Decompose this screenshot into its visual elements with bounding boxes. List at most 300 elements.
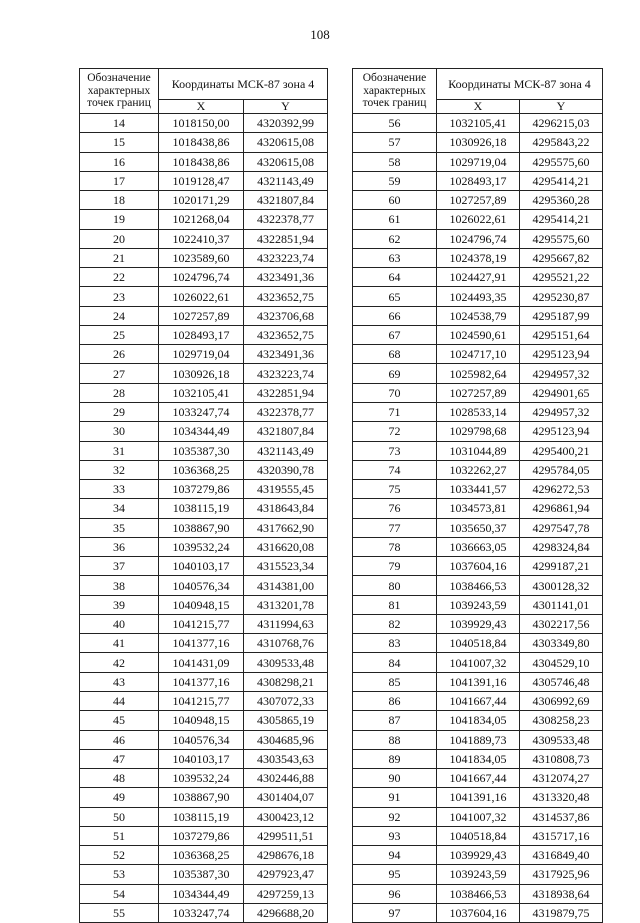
point-number-cell: 76: [353, 499, 437, 518]
coord-x-cell: 1032105,41: [437, 114, 520, 133]
coord-x-cell: 1029719,04: [159, 345, 244, 364]
point-number-cell: 82: [353, 614, 437, 633]
table-row: [353, 499, 603, 518]
header-coord-system: Координаты МСК-87 зона 4: [437, 69, 603, 100]
point-number-cell: 78: [353, 537, 437, 556]
coord-y-cell: 4295123,94: [520, 345, 603, 364]
table-row: [353, 287, 603, 306]
coord-x-cell: 1037279,86: [159, 480, 244, 499]
coord-x-cell: 1018150,00: [159, 114, 244, 133]
point-number-cell: 92: [353, 807, 437, 826]
header-designation: [80, 69, 159, 114]
coord-x-cell: 1027257,89: [437, 191, 520, 210]
point-number-cell: 77: [353, 518, 437, 537]
point-number-cell: 75: [353, 480, 437, 499]
table-row: [80, 595, 328, 614]
coord-y-cell: 4295575,60: [520, 229, 603, 248]
coord-x-cell: 1040518,84: [437, 634, 520, 653]
coord-x-cell: 1024427,91: [437, 268, 520, 287]
coordinates-table-left: [79, 68, 328, 923]
point-number-cell: 30: [80, 422, 159, 441]
coord-y-cell: 4315523,34: [244, 557, 328, 576]
point-number-cell: 32: [80, 460, 159, 479]
coord-y-cell: 4303543,63: [244, 749, 328, 768]
point-number-cell: 17: [80, 171, 159, 190]
coord-y-cell: 4295414,21: [520, 171, 603, 190]
coord-x-cell: 1024590,61: [437, 325, 520, 344]
coord-y-cell: 4300128,32: [520, 576, 603, 595]
table-row: [353, 884, 603, 903]
point-number-cell: 57: [353, 133, 437, 152]
table-row: [353, 537, 603, 556]
coord-y-cell: 4308298,21: [244, 672, 328, 691]
coord-x-cell: 1028493,17: [159, 325, 244, 344]
table-row: [353, 422, 603, 441]
point-number-cell: 28: [80, 383, 159, 402]
table-row: [80, 480, 328, 499]
point-number-cell: 91: [353, 788, 437, 807]
coord-x-cell: 1024493,35: [437, 287, 520, 306]
table-row: [80, 325, 328, 344]
table-row: [80, 788, 328, 807]
header-designation-line: точек границ: [87, 97, 151, 110]
coord-x-cell: 1018438,86: [159, 133, 244, 152]
table-row: [353, 865, 603, 884]
point-number-cell: 34: [80, 499, 159, 518]
table-row: [353, 788, 603, 807]
header-designation-line: характерных: [363, 84, 426, 97]
table-row: [80, 229, 328, 248]
table-row: [80, 268, 328, 287]
point-number-cell: 20: [80, 229, 159, 248]
coord-y-cell: 4299187,21: [520, 557, 603, 576]
point-number-cell: 44: [80, 691, 159, 710]
coord-y-cell: 4301404,07: [244, 788, 328, 807]
point-number-cell: 55: [80, 903, 159, 922]
coord-y-cell: 4320615,08: [244, 152, 328, 171]
coord-y-cell: 4295843,22: [520, 133, 603, 152]
header-designation-line: Обозначение: [87, 72, 151, 85]
point-number-cell: 43: [80, 672, 159, 691]
table-row: [80, 383, 328, 402]
point-number-cell: 81: [353, 595, 437, 614]
point-number-cell: 58: [353, 152, 437, 171]
coord-x-cell: 1038466,53: [437, 884, 520, 903]
table-row: [80, 865, 328, 884]
coord-x-cell: 1028533,14: [437, 402, 520, 421]
coord-x-cell: 1030926,18: [437, 133, 520, 152]
coord-x-cell: 1026022,61: [437, 210, 520, 229]
point-number-cell: 51: [80, 826, 159, 845]
coord-x-cell: 1024717,10: [437, 345, 520, 364]
coord-y-cell: 4309533,48: [520, 730, 603, 749]
coord-y-cell: 4295667,82: [520, 248, 603, 267]
point-number-cell: 50: [80, 807, 159, 826]
coord-x-cell: 1039532,24: [159, 537, 244, 556]
table-row: [80, 171, 328, 190]
table-row: [353, 769, 603, 788]
coord-y-cell: 4316849,40: [520, 846, 603, 865]
table-row: [353, 383, 603, 402]
coord-x-cell: 1018438,86: [159, 152, 244, 171]
table-body: [353, 114, 603, 923]
coord-x-cell: 1037279,86: [159, 826, 244, 845]
table-row: [80, 749, 328, 768]
point-number-cell: 16: [80, 152, 159, 171]
point-number-cell: 23: [80, 287, 159, 306]
point-number-cell: 33: [80, 480, 159, 499]
table-row: [353, 402, 603, 421]
table-body: [80, 114, 328, 923]
point-number-cell: 48: [80, 769, 159, 788]
coord-y-cell: 4321807,84: [244, 422, 328, 441]
point-number-cell: 46: [80, 730, 159, 749]
coord-y-cell: 4305746,48: [520, 672, 603, 691]
coord-y-cell: 4297547,78: [520, 518, 603, 537]
coord-y-cell: 4308258,23: [520, 711, 603, 730]
coord-x-cell: 1031044,89: [437, 441, 520, 460]
table-row: [353, 576, 603, 595]
point-number-cell: 80: [353, 576, 437, 595]
table-row: [353, 903, 603, 922]
coord-x-cell: 1039929,43: [437, 614, 520, 633]
point-number-cell: 64: [353, 268, 437, 287]
header-x: X: [437, 100, 520, 114]
table-row: [353, 807, 603, 826]
point-number-cell: 37: [80, 557, 159, 576]
point-number-cell: 31: [80, 441, 159, 460]
coord-y-cell: 4322851,94: [244, 229, 328, 248]
table-row: [80, 460, 328, 479]
coord-y-cell: 4321143,49: [244, 441, 328, 460]
coord-y-cell: 4306992,69: [520, 691, 603, 710]
coord-y-cell: 4305865,19: [244, 711, 328, 730]
point-number-cell: 47: [80, 749, 159, 768]
table-row: [353, 749, 603, 768]
coord-x-cell: 1041391,16: [437, 672, 520, 691]
coord-x-cell: 1040576,34: [159, 730, 244, 749]
point-number-cell: 71: [353, 402, 437, 421]
point-number-cell: 40: [80, 614, 159, 633]
point-number-cell: 29: [80, 402, 159, 421]
coord-x-cell: 1041889,73: [437, 730, 520, 749]
coord-x-cell: 1037604,16: [437, 557, 520, 576]
coord-y-cell: 4296272,53: [520, 480, 603, 499]
coord-x-cell: 1036663,05: [437, 537, 520, 556]
coord-y-cell: 4323706,68: [244, 306, 328, 325]
table-row: [353, 171, 603, 190]
coord-y-cell: 4295521,22: [520, 268, 603, 287]
coord-x-cell: 1024378,19: [437, 248, 520, 267]
table-row: [80, 191, 328, 210]
coord-x-cell: 1033441,57: [437, 480, 520, 499]
table-row: [80, 576, 328, 595]
table-row: [353, 730, 603, 749]
point-number-cell: 90: [353, 769, 437, 788]
table-row: [353, 191, 603, 210]
coord-y-cell: 4295230,87: [520, 287, 603, 306]
point-number-cell: 97: [353, 903, 437, 922]
table-row: [80, 884, 328, 903]
coord-y-cell: 4300423,12: [244, 807, 328, 826]
coord-y-cell: 4322378,77: [244, 402, 328, 421]
coord-y-cell: 4318938,64: [520, 884, 603, 903]
table-row: [353, 711, 603, 730]
point-number-cell: 83: [353, 634, 437, 653]
coord-y-cell: 4321807,84: [244, 191, 328, 210]
header-x: X: [159, 100, 244, 114]
table-row: [80, 152, 328, 171]
table-row: [353, 634, 603, 653]
coord-x-cell: 1039532,24: [159, 769, 244, 788]
coord-x-cell: 1038115,19: [159, 807, 244, 826]
table-row: [353, 691, 603, 710]
coord-y-cell: 4313320,48: [520, 788, 603, 807]
coord-x-cell: 1039243,59: [437, 865, 520, 884]
table-row: [80, 653, 328, 672]
coord-y-cell: 4322851,94: [244, 383, 328, 402]
coord-x-cell: 1029798,68: [437, 422, 520, 441]
coord-x-cell: 1029719,04: [437, 152, 520, 171]
coord-x-cell: 1030926,18: [159, 364, 244, 383]
table-row: [353, 614, 603, 633]
point-number-cell: 85: [353, 672, 437, 691]
table-row: [80, 711, 328, 730]
point-number-cell: 89: [353, 749, 437, 768]
coord-x-cell: 1035387,30: [159, 865, 244, 884]
point-number-cell: 66: [353, 306, 437, 325]
coord-y-cell: 4323491,36: [244, 268, 328, 287]
coord-y-cell: 4320390,78: [244, 460, 328, 479]
coord-x-cell: 1040103,17: [159, 749, 244, 768]
coord-y-cell: 4310808,73: [520, 749, 603, 768]
coord-y-cell: 4315717,16: [520, 826, 603, 845]
table-row: [80, 248, 328, 267]
coord-y-cell: 4297923,47: [244, 865, 328, 884]
point-number-cell: 18: [80, 191, 159, 210]
table-row: [80, 402, 328, 421]
table-row: [353, 268, 603, 287]
coord-y-cell: 4323223,74: [244, 364, 328, 383]
table-row: [353, 672, 603, 691]
coord-x-cell: 1028493,17: [437, 171, 520, 190]
coord-x-cell: 1038115,19: [159, 499, 244, 518]
table-row: [80, 287, 328, 306]
table-row: [80, 846, 328, 865]
point-number-cell: 69: [353, 364, 437, 383]
point-number-cell: 93: [353, 826, 437, 845]
coord-x-cell: 1034573,81: [437, 499, 520, 518]
coord-x-cell: 1027257,89: [437, 383, 520, 402]
coord-x-cell: 1037604,16: [437, 903, 520, 922]
coord-y-cell: 4304529,10: [520, 653, 603, 672]
coord-y-cell: 4304685,96: [244, 730, 328, 749]
table-row: [353, 518, 603, 537]
table-row: [80, 133, 328, 152]
point-number-cell: 95: [353, 865, 437, 884]
table-row: [353, 557, 603, 576]
point-number-cell: 42: [80, 653, 159, 672]
table-row: [353, 441, 603, 460]
coord-x-cell: 1027257,89: [159, 306, 244, 325]
point-number-cell: 25: [80, 325, 159, 344]
coord-x-cell: 1032105,41: [159, 383, 244, 402]
table-row: [353, 114, 603, 133]
table-row: [353, 152, 603, 171]
coord-y-cell: 4313201,78: [244, 595, 328, 614]
coord-x-cell: 1041391,16: [437, 788, 520, 807]
coord-y-cell: 4314381,00: [244, 576, 328, 595]
header-designation-line: Обозначение: [362, 72, 427, 85]
coord-y-cell: 4319555,45: [244, 480, 328, 499]
table-row: [353, 653, 603, 672]
point-number-cell: 72: [353, 422, 437, 441]
table-row: [80, 441, 328, 460]
table-row: [80, 557, 328, 576]
coord-x-cell: 1041667,44: [437, 769, 520, 788]
coord-x-cell: 1041007,32: [437, 653, 520, 672]
point-number-cell: 38: [80, 576, 159, 595]
point-number-cell: 65: [353, 287, 437, 306]
coord-y-cell: 4321143,49: [244, 171, 328, 190]
coord-y-cell: 4320392,99: [244, 114, 328, 133]
coord-x-cell: 1040948,15: [159, 595, 244, 614]
coord-x-cell: 1034344,49: [159, 422, 244, 441]
coord-y-cell: 4294957,32: [520, 364, 603, 383]
coord-y-cell: 4317662,90: [244, 518, 328, 537]
point-number-cell: 84: [353, 653, 437, 672]
point-number-cell: 74: [353, 460, 437, 479]
coord-y-cell: 4295187,99: [520, 306, 603, 325]
coord-y-cell: 4320615,08: [244, 133, 328, 152]
table-row: [353, 306, 603, 325]
coord-y-cell: 4297259,13: [244, 884, 328, 903]
page-number: 108: [310, 27, 330, 42]
table-row: [353, 325, 603, 344]
table-row: [80, 518, 328, 537]
coord-x-cell: 1019128,47: [159, 171, 244, 190]
point-number-cell: 35: [80, 518, 159, 537]
coord-x-cell: 1035387,30: [159, 441, 244, 460]
coord-y-cell: 4299511,51: [244, 826, 328, 845]
point-number-cell: 14: [80, 114, 159, 133]
coord-y-cell: 4296688,20: [244, 903, 328, 922]
coord-y-cell: 4323652,75: [244, 325, 328, 344]
coord-y-cell: 4295360,28: [520, 191, 603, 210]
coordinates-table-right: [352, 68, 603, 923]
table-row: [80, 306, 328, 325]
coord-y-cell: 4323491,36: [244, 345, 328, 364]
table-row: [353, 248, 603, 267]
point-number-cell: 73: [353, 441, 437, 460]
table-row: [80, 364, 328, 383]
table-row: [353, 595, 603, 614]
coord-y-cell: 4307072,33: [244, 691, 328, 710]
coord-x-cell: 1041215,77: [159, 614, 244, 633]
table-row: [80, 210, 328, 229]
table-row: [80, 499, 328, 518]
table-row: [353, 460, 603, 479]
table-row: [80, 114, 328, 133]
coord-x-cell: 1039929,43: [437, 846, 520, 865]
point-number-cell: 36: [80, 537, 159, 556]
point-number-cell: 41: [80, 634, 159, 653]
coord-y-cell: 4295123,94: [520, 422, 603, 441]
coord-x-cell: 1024538,79: [437, 306, 520, 325]
point-number-cell: 62: [353, 229, 437, 248]
coord-x-cell: 1034344,49: [159, 884, 244, 903]
coord-x-cell: 1038867,90: [159, 788, 244, 807]
point-number-cell: 27: [80, 364, 159, 383]
coord-x-cell: 1026022,61: [159, 287, 244, 306]
coord-x-cell: 1041377,16: [159, 634, 244, 653]
point-number-cell: 24: [80, 306, 159, 325]
coord-y-cell: 4317925,96: [520, 865, 603, 884]
coord-x-cell: 1041667,44: [437, 691, 520, 710]
coord-y-cell: 4312074,27: [520, 769, 603, 788]
coord-y-cell: 4323223,74: [244, 248, 328, 267]
point-number-cell: 45: [80, 711, 159, 730]
table-row: [80, 537, 328, 556]
point-number-cell: 19: [80, 210, 159, 229]
coord-y-cell: 4295400,21: [520, 441, 603, 460]
coord-x-cell: 1041215,77: [159, 691, 244, 710]
header-y: Y: [520, 100, 603, 114]
coord-y-cell: 4298676,18: [244, 846, 328, 865]
point-number-cell: 63: [353, 248, 437, 267]
coord-y-cell: 4319879,75: [520, 903, 603, 922]
point-number-cell: 21: [80, 248, 159, 267]
point-number-cell: 52: [80, 846, 159, 865]
table-row: [353, 364, 603, 383]
coord-y-cell: 4295575,60: [520, 152, 603, 171]
point-number-cell: 68: [353, 345, 437, 364]
table-row: [80, 422, 328, 441]
point-number-cell: 54: [80, 884, 159, 903]
point-number-cell: 87: [353, 711, 437, 730]
coord-y-cell: 4314537,86: [520, 807, 603, 826]
point-number-cell: 26: [80, 345, 159, 364]
point-number-cell: 22: [80, 268, 159, 287]
coord-x-cell: 1025982,64: [437, 364, 520, 383]
coord-x-cell: 1032262,27: [437, 460, 520, 479]
table-row: [80, 672, 328, 691]
coord-y-cell: 4311994,63: [244, 614, 328, 633]
point-number-cell: 60: [353, 191, 437, 210]
header-designation-line: точек границ: [362, 97, 427, 110]
point-number-cell: 70: [353, 383, 437, 402]
header-designation-line: характерных: [87, 84, 151, 97]
point-number-cell: 96: [353, 884, 437, 903]
coord-y-cell: 4323652,75: [244, 287, 328, 306]
table-row: [80, 634, 328, 653]
coord-x-cell: 1033247,74: [159, 903, 244, 922]
coord-y-cell: 4295414,21: [520, 210, 603, 229]
point-number-cell: 67: [353, 325, 437, 344]
header-designation: [353, 69, 437, 114]
coord-y-cell: 4322378,77: [244, 210, 328, 229]
coord-x-cell: 1021268,04: [159, 210, 244, 229]
point-number-cell: 61: [353, 210, 437, 229]
coord-x-cell: 1036368,25: [159, 846, 244, 865]
table-row: [353, 229, 603, 248]
coord-x-cell: 1041431,09: [159, 653, 244, 672]
coord-x-cell: 1040518,84: [437, 826, 520, 845]
coord-y-cell: 4318643,84: [244, 499, 328, 518]
coord-y-cell: 4302446,88: [244, 769, 328, 788]
coord-x-cell: 1022410,37: [159, 229, 244, 248]
coord-x-cell: 1041834,05: [437, 749, 520, 768]
